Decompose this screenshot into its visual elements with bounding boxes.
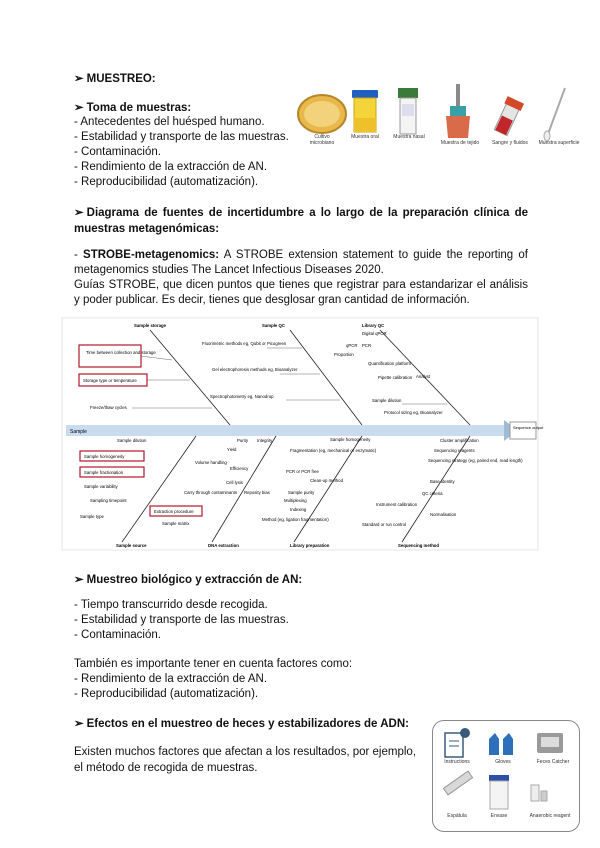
dna-item: Volume handling — [195, 460, 227, 465]
fishbone-svg — [62, 318, 544, 550]
sample-label: Sangre y fluidos — [492, 140, 528, 146]
seq-item: Sequencing reagents — [434, 448, 475, 453]
strobe-reference: - STROBE-metagenomics: A STROBE extension statement to guide the reporting of metagenomics studies The Lancet Infectious Diseases 2020. — [74, 249, 528, 276]
header-dna-extraction: DNA extraction — [208, 543, 239, 548]
dna-item: Extraction procedure — [154, 509, 194, 514]
seq-item: Sequencing strategy (eg, paired end, read length) — [428, 458, 523, 463]
efectos-paragraph: Existen muchos factores que afectan a los resultados, por ejemplo, el método de recogida de muestras. — [74, 746, 416, 774]
lqc-item: qPCR — [346, 343, 358, 348]
sample-label: Muestra nasal — [393, 134, 425, 140]
lqc-item: Proportion — [334, 352, 354, 357]
source-item: Sample type — [80, 514, 104, 519]
header-sample-qc: Sample QC — [262, 323, 285, 328]
muestreo-biologico-list — [74, 598, 289, 643]
list-item: - Rendimiento de la extracción de AN. — [74, 161, 268, 173]
lqc-item: Digital qPCR — [362, 331, 387, 336]
lqc-item: Sample dilution — [372, 398, 402, 403]
header-library-qc: Library QC — [362, 323, 385, 328]
spine-left-label: Sample — [70, 429, 87, 435]
source-item: Sample variability — [84, 484, 118, 489]
lib-item: Fragmentation (eg, mechanical or enzymatic) — [290, 448, 377, 453]
sample-types-image — [290, 82, 580, 162]
seq-item: Cluster amplification — [440, 438, 479, 443]
storage-item: Time between collection and storage — [86, 350, 156, 355]
seq-item: Base identity — [430, 479, 455, 484]
kit-label: Instructions — [444, 759, 470, 765]
lqc-item: Pipette calibration — [378, 375, 413, 380]
header-sequencing: Sequencing method — [398, 543, 440, 548]
lib-item: Clean-up method — [310, 478, 343, 483]
storage-item: Storage type or temperature — [83, 378, 137, 383]
header-sample-source: Sample source — [116, 543, 147, 548]
seq-item: Normalisation — [430, 512, 457, 517]
source-item: Sample homogeneity — [84, 454, 125, 459]
list-item: - Estabilidad y transporte de las muestras. — [74, 131, 289, 143]
sample-label: Muestra oral — [351, 134, 379, 140]
sqc-item: Fluorimetric methods eg, Qubit or Picogreen — [202, 341, 287, 346]
section-heading-diagrama: ➢ Diagrama de fuentes de incertidumbre a lo largo de la preparación clínica de muestras metagenómicas: — [74, 207, 528, 235]
seq-item: Standard or run control — [362, 522, 406, 527]
factores-intro: También es importante tener en cuenta factores como: — [74, 658, 353, 670]
header-library-prep: Library preparation — [290, 543, 330, 548]
strobe-title: STROBE-metagenomics: — [83, 249, 220, 261]
sample-label: Muestra de tejido — [440, 140, 480, 146]
storage-item: Freeze/thaw cycles — [90, 405, 127, 410]
kit-label: Feces Catcher — [536, 759, 570, 765]
dna-item: Integrity — [257, 438, 273, 443]
factores-list — [74, 672, 267, 702]
sample-types-icons — [290, 82, 580, 142]
lib-item: Multiplexing — [284, 498, 307, 503]
section-heading-efectos: ➢ Efectos en el muestreo de heces y estabilizadores de ADN: — [74, 718, 409, 730]
lqc-item: Analyst — [416, 374, 431, 379]
dna-item: Efficiency — [230, 466, 249, 471]
list-item: - Reproducibilidad (automatización). — [74, 176, 259, 188]
list-item: - Antecedentes del huésped humano. — [74, 116, 265, 128]
lib-item: PCR or PCR free — [286, 469, 319, 474]
fishbone-diagram — [62, 318, 544, 550]
dna-item: Purity — [237, 438, 248, 443]
list-item: - Estabilidad y transporte de las muestras. — [74, 614, 289, 626]
source-item: Sample fractionation — [84, 470, 124, 475]
toma-muestras-list — [74, 115, 289, 190]
section-heading-muestreo-biologico: ➢ Muestreo biológico y extracción de AN: — [74, 574, 303, 586]
source-item: Sample matrix — [162, 521, 190, 526]
section-heading-muestreo: ➢ MUESTREO: — [74, 73, 156, 85]
spine-right-label: Sequence output — [513, 425, 544, 430]
list-item: - Contaminación. — [74, 629, 161, 641]
sample-label: Cultivo microbiano — [309, 134, 335, 146]
dna-item: Carry through contaminants — [184, 490, 238, 495]
sqc-item: Gel electrophoresis methods eg, Bioanalyzer — [212, 367, 298, 372]
dna-item: Yield — [227, 447, 237, 452]
list-item: - Rendimiento de la extracción de AN. — [74, 673, 268, 685]
dna-item: Reposity bias — [244, 490, 270, 495]
lib-item: Sample homogeneity — [330, 437, 371, 442]
strobe-guias-paragraph: Guías STROBE, que dicen puntos que tienes que registrar para estandarizar el análisis y poder publicar. Es decir, tienes que desglosar gran cantidad de información. — [74, 279, 528, 306]
kit-label: Envase — [490, 813, 508, 819]
lib-item: Indexing — [290, 507, 307, 512]
source-item: Sampling timepoint — [90, 498, 127, 503]
list-item: - Reproducibilidad (automatización). — [74, 688, 259, 700]
list-item: - Contaminación. — [74, 146, 161, 158]
kit-label: Espátula — [447, 813, 467, 819]
kit-label: Gloves — [495, 759, 511, 765]
lib-item: Sample purity — [288, 490, 315, 495]
source-item: Sample dilution — [117, 438, 147, 443]
lqc-item: Quantification platform — [368, 361, 411, 366]
sqc-item: Spectrophotometry eg, Nanodrop — [210, 394, 274, 399]
seq-item: Instrument calibration — [376, 502, 418, 507]
subheading-toma-muestras: ➢ Toma de muestras: — [74, 102, 192, 114]
lib-item: Method (eg, ligation fragmentation) — [262, 517, 329, 522]
kit-label: Anaerobic reagent — [529, 813, 571, 819]
sample-label: Muestra superficie — [538, 140, 580, 146]
header-sample-storage: Sample storage — [134, 323, 167, 328]
spine-bar — [66, 425, 504, 436]
lqc-item: PCR — [362, 343, 372, 348]
dna-item: Cell lysis — [226, 480, 243, 485]
list-item: - Tiempo transcurrido desde recogida. — [74, 599, 268, 611]
seq-item: QC criteria — [422, 491, 443, 496]
strobe-description: A STROBE extension statement to guide the reporting of metagenomics studies The Lancet Infectious Diseases 2020. — [74, 249, 528, 276]
lqc-item: Protocol sizing eg, Bioanalyzer — [384, 410, 443, 415]
sampling-kit-image — [432, 720, 580, 832]
